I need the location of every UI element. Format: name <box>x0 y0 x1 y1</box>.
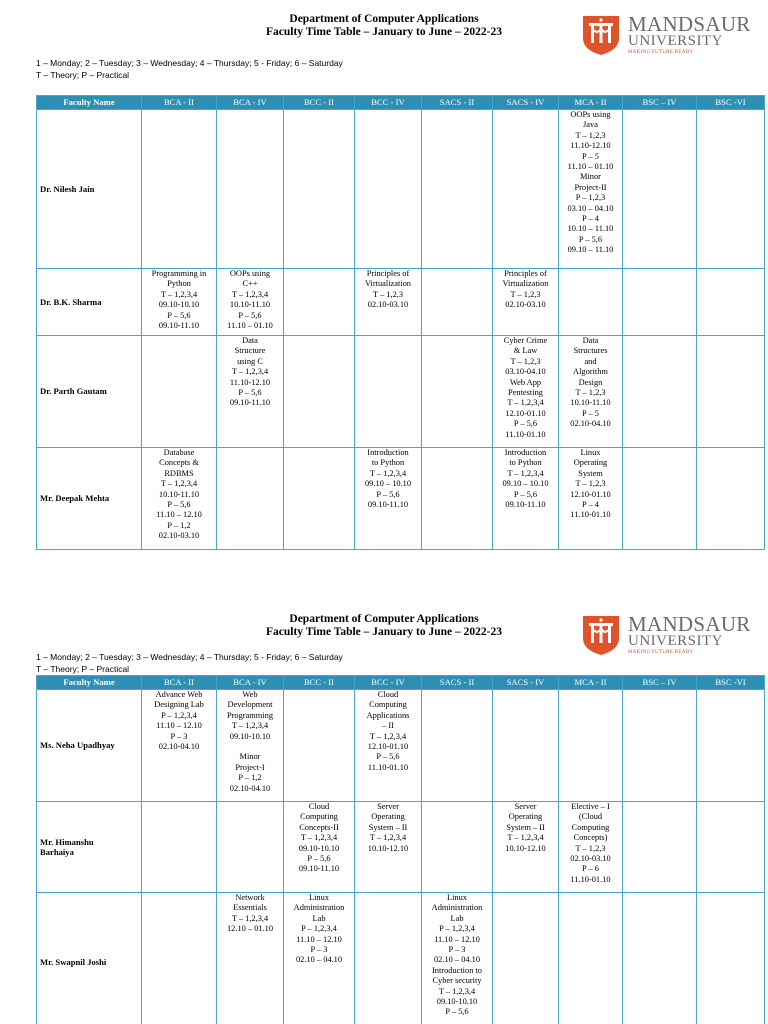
schedule-cell: Introduction to Python T – 1,2,3,4 09.10 – 10.10 P – 5,6 09.10-11.10 <box>355 448 422 550</box>
column-header: BSC -VI <box>697 676 765 690</box>
column-header: BCA - IV <box>217 96 284 110</box>
schedule-cell: Cloud Computing Concepts-II T – 1,2,3,4 09.10-10.10 P – 5,6 09.10-11.10 <box>284 802 355 893</box>
schedule-cell <box>623 802 697 893</box>
schedule-cell <box>697 893 765 1024</box>
department-title: Department of Computer Applications <box>289 13 479 25</box>
schedule-cell: OOPs using Java T – 1,2,3 11.10-12.10 P – 5 11.10 – 01.10 Minor Project-II P – 1,2,3 03.10 – 04.10 P – 4 10.10 – 11.10 P – 5,6 09.10 – 11.10 <box>559 110 623 269</box>
header-row <box>37 676 765 690</box>
schedule-cell: Principles of Virtualization T – 1,2,3 02.10-03.10 <box>355 269 422 336</box>
schedule-cell <box>142 802 217 893</box>
column-header: BCA - II <box>142 676 217 690</box>
table-row <box>37 802 765 893</box>
schedule-cell <box>697 802 765 893</box>
schedule-cell <box>623 336 697 448</box>
column-header: SACS - II <box>422 676 493 690</box>
column-header: BCA - IV <box>217 676 284 690</box>
table-row <box>37 110 765 269</box>
legend-days: 1 – Monday; 2 – Tuesday; 3 – Wednesday; 4 – Thursday; 5 - Friday; 6 – Saturday <box>36 58 343 68</box>
faculty-name: Mr. Swapnil Joshi <box>37 893 142 1024</box>
timetable-page-2 <box>0 600 768 1024</box>
schedule-cell <box>422 802 493 893</box>
schedule-cell: Data Structures and Algorithm Design T – 1,2,3 10.10-11.10 P – 5 02.10-04.10 <box>559 336 623 448</box>
column-header: MCA - II <box>559 676 623 690</box>
schedule-cell <box>422 110 493 269</box>
schedule-cell <box>284 110 355 269</box>
table-row <box>37 336 765 448</box>
logo-tagline: MAKING FUTURE READY <box>628 50 694 55</box>
column-header: BCA - II <box>142 96 217 110</box>
column-header: SACS - II <box>422 96 493 110</box>
faculty-name: Mr. Himanshu Barhaiya <box>37 802 142 893</box>
university-emblem-icon <box>578 610 624 656</box>
logo-name: MANDSAUR <box>628 12 751 36</box>
schedule-cell <box>142 110 217 269</box>
timetable <box>36 675 765 1024</box>
legend-types: T – Theory; P – Practical <box>36 70 130 80</box>
schedule-cell <box>697 336 765 448</box>
schedule-cell <box>284 690 355 802</box>
column-header: BSC – IV <box>623 676 697 690</box>
column-header: Faculty Name <box>37 96 142 110</box>
schedule-cell: Linux Administration Lab P – 1,2,3,4 11.10 – 12.10 P – 3 02.10 – 04.10 <box>284 893 355 1024</box>
logo-university: UNIVERSITY <box>628 633 723 649</box>
university-emblem-icon <box>578 10 624 56</box>
column-header: SACS - IV <box>493 96 559 110</box>
legend-types: T – Theory; P – Practical <box>36 664 130 674</box>
schedule-cell <box>355 336 422 448</box>
schedule-cell: OOPs using C++ T – 1,2,3,4 10.10-11.10 P – 5,6 11.10 – 01.10 <box>217 269 284 336</box>
schedule-cell <box>493 690 559 802</box>
schedule-cell: Advance Web Designing Lab P – 1,2,3,4 11.10 – 12.10 P – 3 02.10-04.10 <box>142 690 217 802</box>
column-header: BCC - II <box>284 96 355 110</box>
column-header: BCC - IV <box>355 96 422 110</box>
column-header: BCC - II <box>284 676 355 690</box>
schedule-cell <box>697 690 765 802</box>
schedule-cell <box>217 448 284 550</box>
department-title: Department of Computer Applications <box>289 613 479 625</box>
schedule-cell: Introduction to Python T – 1,2,3,4 09.10 – 10.10 P – 5,6 09.10-11.10 <box>493 448 559 550</box>
schedule-cell <box>217 110 284 269</box>
timetable-title: Faculty Time Table – January to June – 2022-23 <box>266 626 502 638</box>
schedule-cell <box>623 110 697 269</box>
schedule-cell: Server Operating System – II T – 1,2,3,4 10.10-12.10 <box>355 802 422 893</box>
timetable-title: Faculty Time Table – January to June – 2022-23 <box>266 26 502 38</box>
faculty-name: Ms. Neha Upadhyay <box>37 690 142 802</box>
schedule-cell <box>623 893 697 1024</box>
schedule-cell <box>493 110 559 269</box>
logo-tagline: MAKING FUTURE READY <box>628 650 694 655</box>
faculty-name: Dr. B.K. Sharma <box>37 269 142 336</box>
column-header: BSC – IV <box>623 96 697 110</box>
schedule-cell: Linux Operating System T – 1,2,3 12.10-01.10 P – 4 11.10-01.10 <box>559 448 623 550</box>
schedule-cell <box>559 690 623 802</box>
table-row <box>37 893 765 1024</box>
schedule-cell: Linux Administration Lab P – 1,2,3,4 11.10 – 12.10 P – 3 02.10 – 04.10 Introduction to Cyber security T – 1,2,3,4 09.10-10.10 P – 5,6 <box>422 893 493 1024</box>
schedule-cell <box>623 690 697 802</box>
schedule-cell: Data Structure using C T – 1,2,3,4 11.10-12.10 P – 5,6 09.10-11.10 <box>217 336 284 448</box>
schedule-cell: Network Essentials T – 1,2,3,4 12.10 – 01.10 <box>217 893 284 1024</box>
faculty-name: Mr. Deepak Mehta <box>37 448 142 550</box>
schedule-cell <box>697 448 765 550</box>
schedule-cell <box>284 448 355 550</box>
schedule-cell <box>422 336 493 448</box>
column-header: BCC - IV <box>355 676 422 690</box>
faculty-name: Dr. Nilesh Jain <box>37 110 142 269</box>
schedule-cell <box>559 269 623 336</box>
schedule-cell <box>142 336 217 448</box>
schedule-cell: Web Development Programming T – 1,2,3,4 09.10-10.10 Minor Project-I P – 1,2 02.10-04.10 <box>217 690 284 802</box>
schedule-cell <box>355 893 422 1024</box>
schedule-cell <box>284 269 355 336</box>
schedule-cell <box>422 269 493 336</box>
schedule-cell <box>559 893 623 1024</box>
table-row <box>37 269 765 336</box>
timetable <box>36 95 765 550</box>
schedule-cell <box>422 690 493 802</box>
university-logo <box>578 10 753 58</box>
logo-university: UNIVERSITY <box>628 33 723 49</box>
legend <box>36 57 343 81</box>
column-header: Faculty Name <box>37 676 142 690</box>
schedule-cell: Principles of Virtualization T – 1,2,3 02.10-03.10 <box>493 269 559 336</box>
column-header: MCA - II <box>559 96 623 110</box>
column-header: BSC -VI <box>697 96 765 110</box>
schedule-cell: Database Concepts & RDBMS T – 1,2,3,4 10.10-11.10 P – 5,6 11.10 – 12.10 P – 1,2 02.10-03.10 <box>142 448 217 550</box>
schedule-cell <box>142 893 217 1024</box>
legend <box>36 651 343 675</box>
schedule-cell <box>697 269 765 336</box>
schedule-cell <box>623 269 697 336</box>
legend-days: 1 – Monday; 2 – Tuesday; 3 – Wednesday; 4 – Thursday; 5 - Friday; 6 – Saturday <box>36 652 343 662</box>
schedule-cell: Programming in Python T – 1,2,3,4 09.10-10.10 P – 5,6 09.10-11.10 <box>142 269 217 336</box>
university-logo <box>578 610 753 658</box>
faculty-name: Dr. Parth Gautam <box>37 336 142 448</box>
schedule-cell: Server Operating System – II T – 1,2,3,4 10.10-12.10 <box>493 802 559 893</box>
column-header: SACS - IV <box>493 676 559 690</box>
schedule-cell <box>284 336 355 448</box>
schedule-cell <box>623 448 697 550</box>
schedule-cell: Elective – I (Cloud Computing Concepts) T – 1,2,3 02.10-03.10 P – 6 11.10-01.10 <box>559 802 623 893</box>
schedule-cell: Cloud Computing Applications – II T – 1,2,3,4 12.10-01.10 P – 5,6 11.10-01.10 <box>355 690 422 802</box>
schedule-cell <box>493 893 559 1024</box>
schedule-cell <box>422 448 493 550</box>
schedule-cell <box>217 802 284 893</box>
logo-name: MANDSAUR <box>628 612 751 636</box>
schedule-cell: Cyber Crime & Law T – 1,2,3 03.10-04.10 Web App Pentesting T – 1,2,3,4 12.10-01.10 P – 5,6 11.10-01.10 <box>493 336 559 448</box>
table-row <box>37 448 765 550</box>
schedule-cell <box>697 110 765 269</box>
schedule-cell <box>355 110 422 269</box>
table-row <box>37 690 765 802</box>
header-row <box>37 96 765 110</box>
